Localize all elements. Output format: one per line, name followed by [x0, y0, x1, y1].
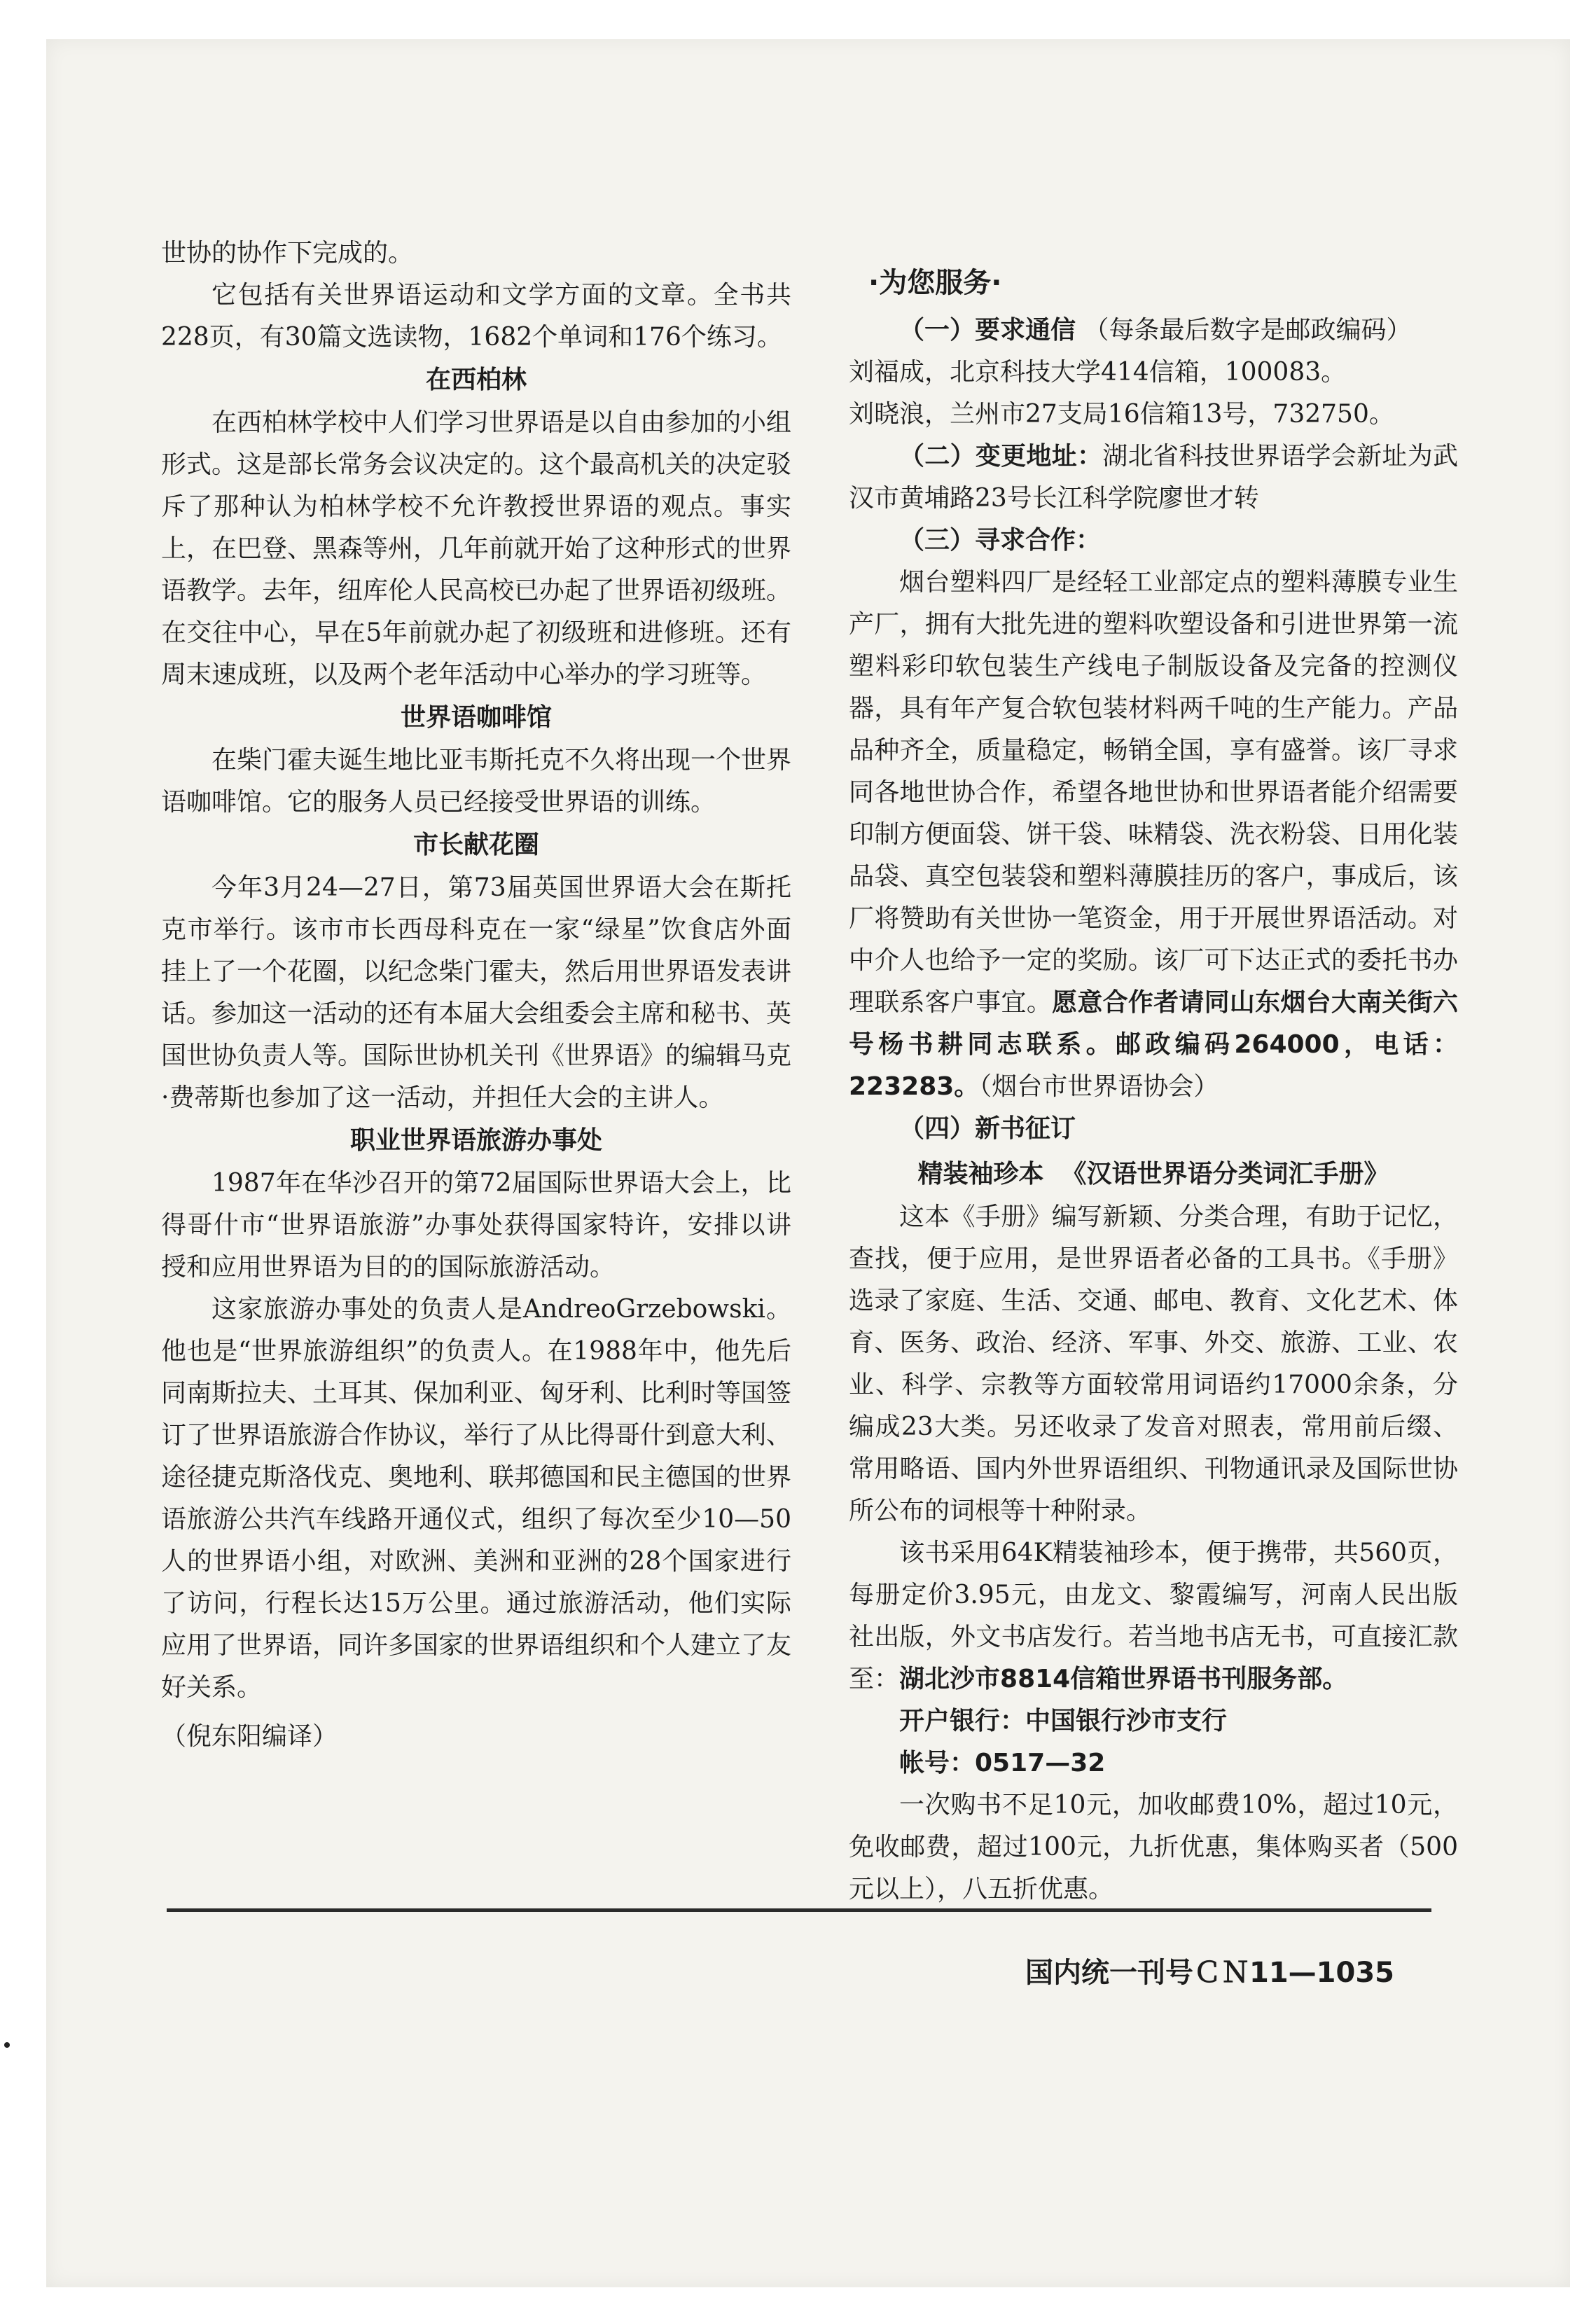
cooperation-label: （三）寻求合作： — [899, 526, 1102, 555]
esperanto-cafe-paragraph: 在柴门霍夫诞生地比亚韦斯托克不久将出现一个世界语咖啡馆。它的服务人员已经接受世界语的训练。 — [161, 746, 792, 817]
footer-rule — [167, 1908, 1431, 1912]
west-berlin-paragraph: 在西柏林学校中人们学习世界语是以自由参加的小组形式。这是部长常务会议决定的。这个最高机关的决定驳斥了那种认为柏林学校不允许教授世界语的观点。事实上，在巴登、黑森等州，几年前就开始了这种形式的世界语教学。去年，纽库伦人民高校已办起了世界语初级班。在交往中心，早在5年前就办起了初级班和进修班。还有周末速成班，以及两个老年活动中心举办的学习班等。 — [161, 408, 792, 689]
address-change-text: 湖北省科技世界语学会新址为武汉市黄埔路23号长江科学院廖世才转 — [849, 442, 1458, 513]
cooperation-paragraph — [849, 562, 1458, 1108]
address-change-label: （二）变更地址： — [899, 442, 1103, 471]
correspondence-section — [849, 310, 1458, 352]
section-title-travel-office: 职业世界语旅游办事处 — [349, 1126, 602, 1155]
book-summary-paragraph: 它包括有关世界语运动和文学方面的文章。全书共228页，有30篇文选读物，1682个单词和176个练习。 — [161, 281, 791, 352]
book-description: 这本《手册》编写新颖、分类合理，有助于记忆，查找，便于应用，是世界语者必备的工具书。《手册》选录了家庭、生活、交通、邮电、教育、文化艺术、体育、医务、政治、经济、军事、外交、旅游、工业、农业、科学、宗教等方面较常用词语约17000余条，分编成23大类。另还收录了发音对照表，常用前后缀、常用略语、国内外世界语组织、刊物通讯录及国际世协所公布的词根等十种附录。 — [849, 1202, 1458, 1525]
correspondent-2: 刘晓浪，兰州市27支局16信箱13号，732750。 — [849, 400, 1394, 429]
serial-number: 国内统一刊号ＣＮ11—1035 — [1025, 1957, 1394, 1989]
cooperation-label-line — [849, 520, 1458, 562]
mayor-wreath-paragraph: 今年3月24—27日，第73届英国世界语大会在斯托克市举行。该市市长西母科克在一家“绿星”饮食店外面挂上了一个花圈，以纪念柴门霍夫，然后用世界语发表讲话。参加这一活动的还有本届大会组委会主席和秘书、英国世协负责人等。国际世协机关刊《世界语》的编辑马克·费蒂斯也参加了这一活动，并担任大会的主讲人。 — [161, 873, 792, 1112]
left-column — [161, 233, 791, 1758]
travel-office-paragraph-1: 1987年在华沙召开的第72届国际世界语大会上，比得哥什市“世界语旅游”办事处获得国家特许，安排以讲授和应用世界语为目的的国际旅游活动。 — [161, 1169, 791, 1282]
book-edition: 精装袖珍本 — [917, 1160, 1044, 1188]
new-book-label-line — [849, 1108, 1458, 1150]
account-number: 帐号：0517—32 — [899, 1749, 1106, 1777]
translator-credit: （倪东阳编译） — [161, 1722, 338, 1751]
right-column — [849, 259, 1458, 1911]
book-order-text: 该书采用64K精装袖珍本，便于携带，共560页，每册定价3.95元，由龙文、黎霞编写，河南人民出版社出版，外文书店发行。若当地书店无书，可直接汇款至： — [849, 1539, 1458, 1693]
new-book-label: （四）新书征订 — [899, 1114, 1076, 1143]
bank-info: 开户银行：中国银行沙市支行 — [899, 1707, 1228, 1735]
address-change-section — [849, 436, 1458, 520]
correspondence-label: （一）要求通信 — [899, 316, 1076, 345]
service-heading: ·为您服务· — [868, 267, 1002, 299]
correspondence-note: （每条最后数字是邮政编码） — [1083, 316, 1412, 345]
travel-office-paragraph-2: 这家旅游办事处的负责人是AndreoGrzebowski。他也是“世界旅游组织”的负责人。在1988年中，他先后同南斯拉夫、土耳其、保加利亚、匈牙利、比利时等国签订了世界语旅游合作协议，举行了从比得哥什到意大利、途径捷克斯洛伐克、奥地利、联邦德国和民主德国的世界语旅游公共汽车线路开通仪式，组织了每次至少10—50人的世界语小组，对欧洲、美洲和亚洲的28个国家进行了访问，行程长达15万公里。通过旅游活动，他们实际应用了世界语，同许多国家的世界语组织和个人建立了友好关系。 — [161, 1295, 792, 1702]
book-title-line — [849, 1153, 1458, 1196]
scan-speck — [4, 2042, 10, 2048]
book-title: 《汉语世界语分类词汇手册》 — [1061, 1160, 1389, 1188]
cooperation-contact: 愿意合作者请同山东烟台大南关街六号杨书耕同志联系。邮政编码264000，电话：223283。 — [849, 988, 1458, 1101]
cooperation-org: （烟台市世界语协会） — [979, 1072, 1219, 1101]
section-title-west-berlin: 在西柏林 — [425, 366, 527, 394]
book-order-address: 湖北沙市8814信箱世界语书刊服务部。 — [899, 1665, 1348, 1693]
cooperation-text: 烟台塑料四厂是经轻工业部定点的塑料薄膜专业生产厂，拥有大批先进的塑料吹塑设备和引进世界第一流塑料彩印软包装生产线电子制版设备及完备的控测仪器，具有年产复合软包装材料两千吨的生产能力。产品品种齐全，质量稳定，畅销全国，享有盛誉。该厂寻求同各地世协合作，希望各地世协和世界语者能介绍需要印制方便面袋、饼干袋、味精袋、洗衣粉袋、日用化装品袋、真空包装袋和塑料薄膜挂历的客户，事成后，该厂将赞助有关世协一笔资金，用于开展世界语活动。对中介人也给予一定的奖励。该厂可下达正式的委托书办理联系客户事宜。 — [849, 568, 1458, 1017]
book-order-info — [849, 1532, 1458, 1700]
continued-paragraph: 世协的协作下完成的。 — [161, 239, 414, 268]
section-title-mayor-wreath: 市长献花圈 — [412, 831, 539, 859]
correspondent-1: 刘福成，北京科技大学414信箱，100083。 — [849, 358, 1347, 387]
section-title-esperanto-cafe: 世界语咖啡馆 — [400, 703, 552, 732]
discount-info: 一次购书不足10元，加收邮费10%，超过10元，免收邮费，超过100元，九折优惠，集体购买者（500元以上），八五折优惠。 — [849, 1791, 1458, 1904]
